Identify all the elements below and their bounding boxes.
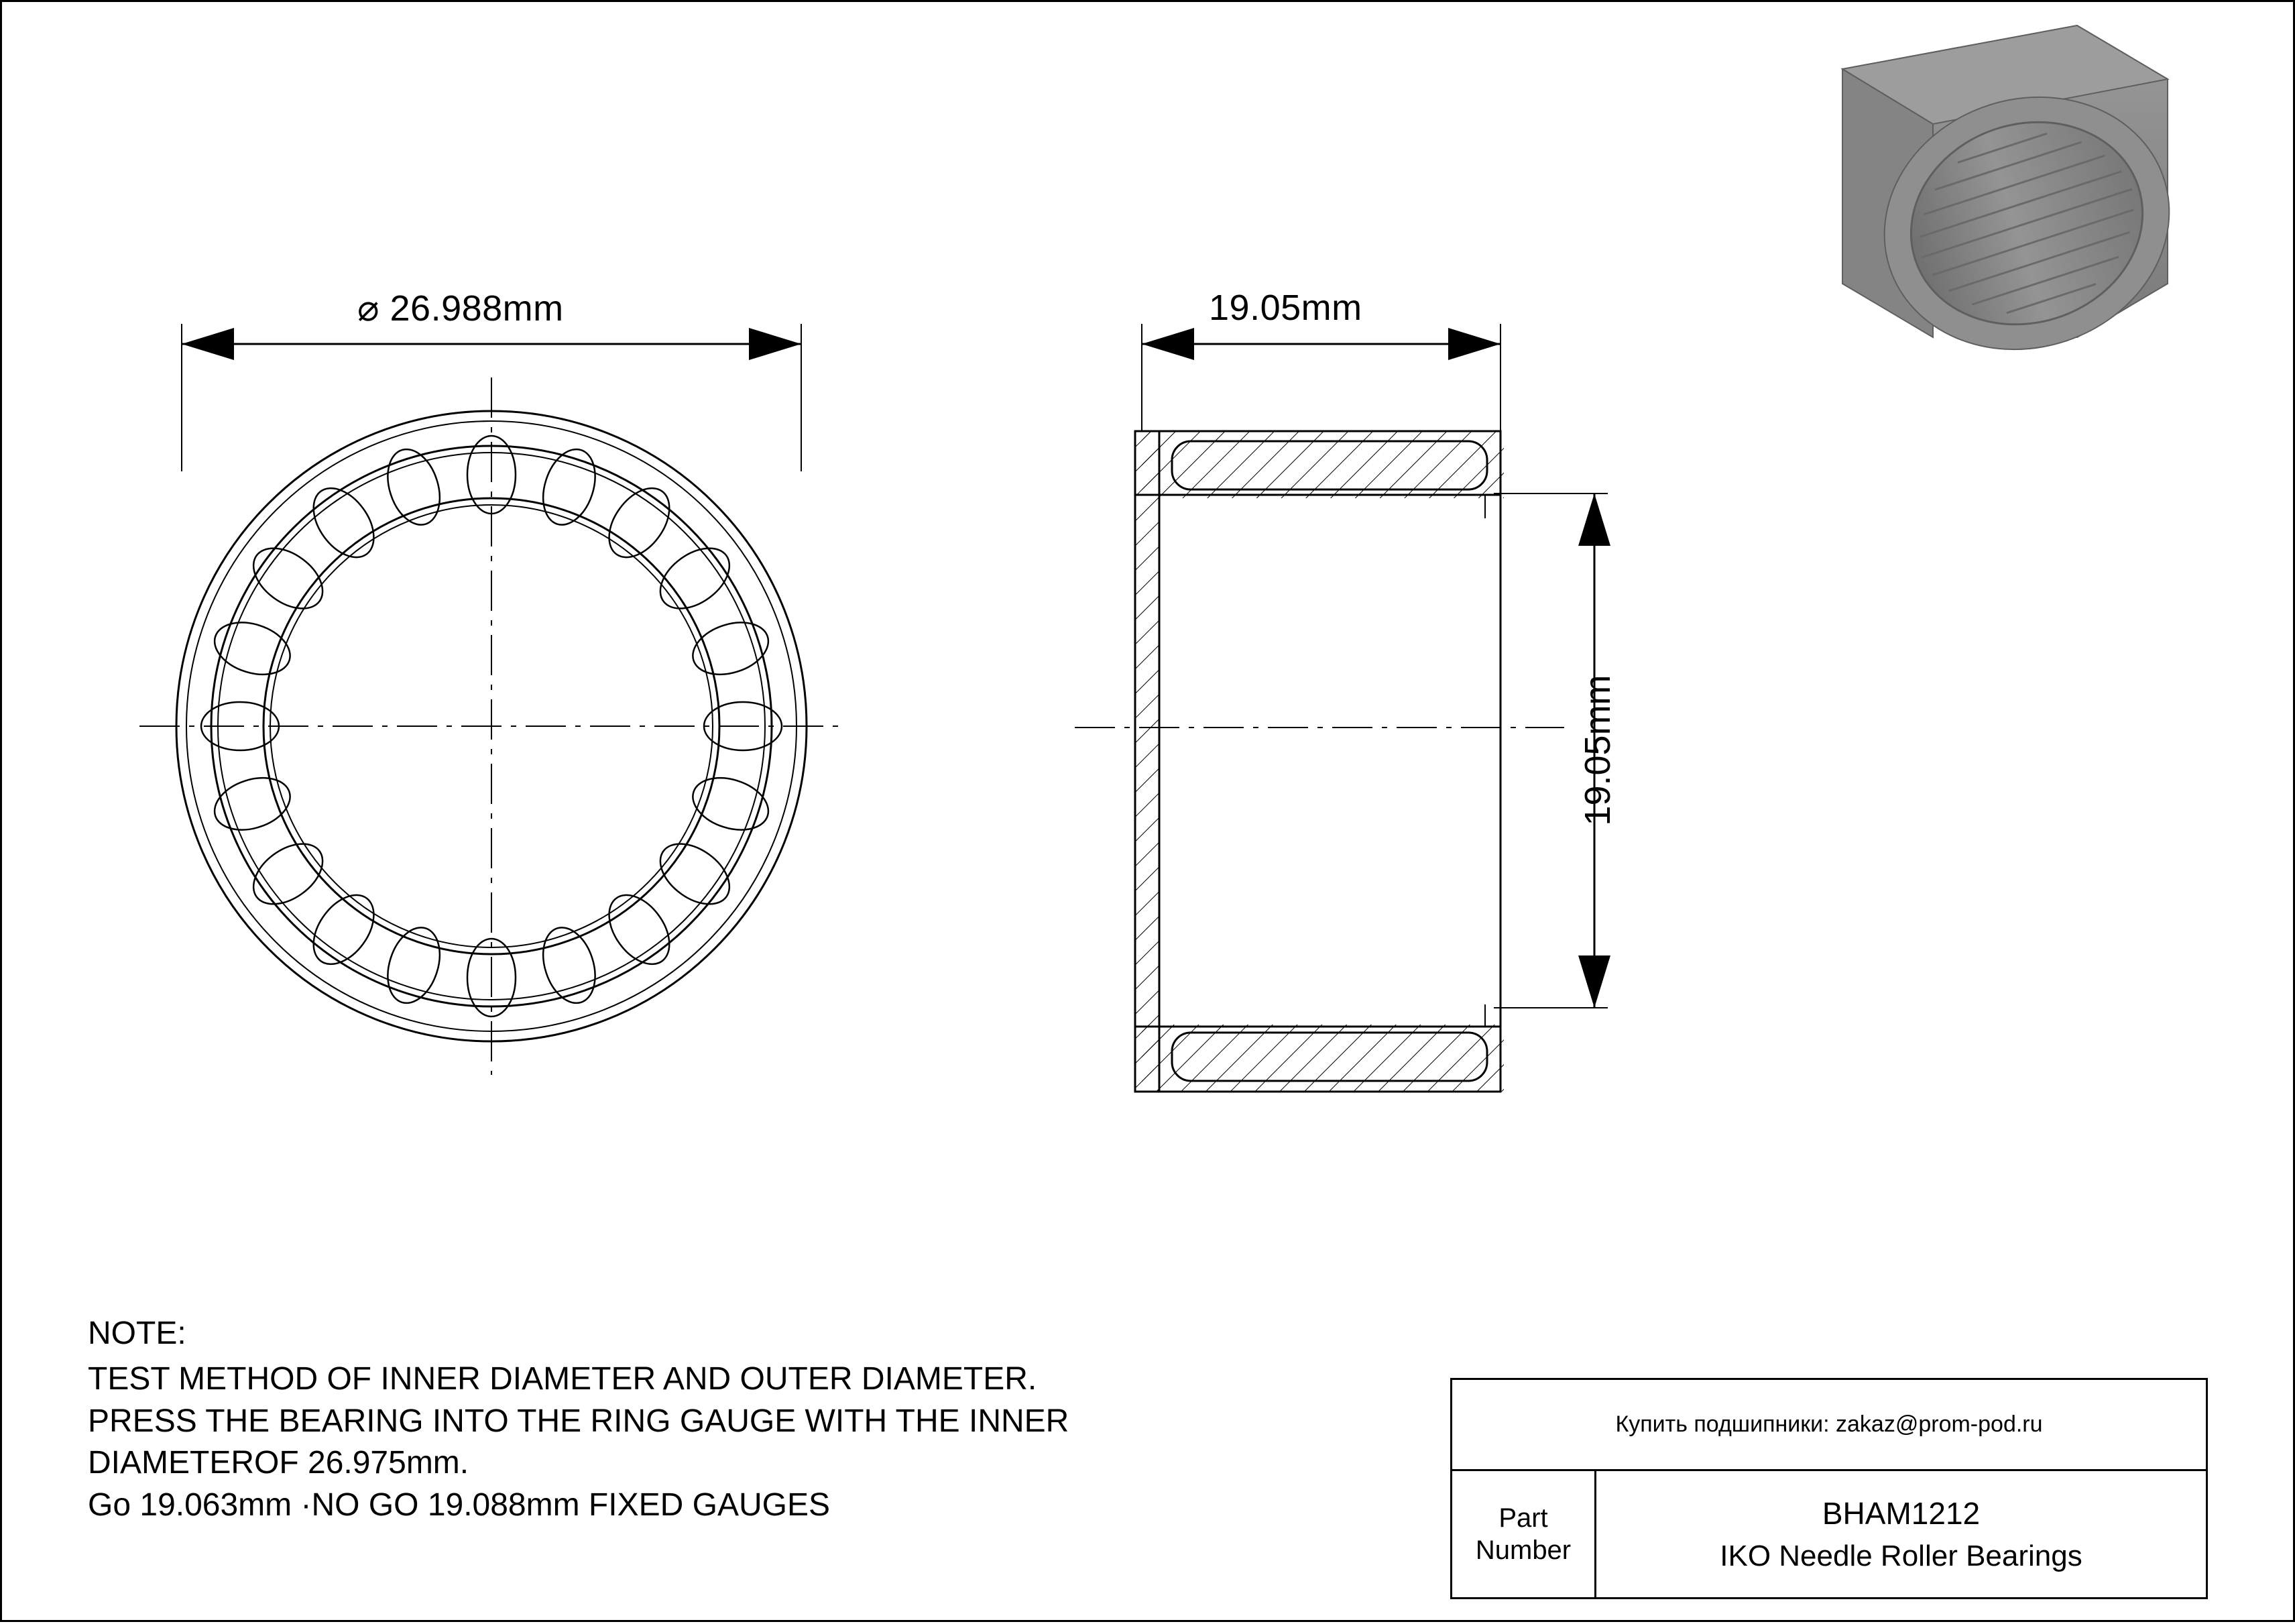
part-number-label <box>1452 1471 1596 1597</box>
dim-height-right: 19.05mm <box>1578 675 1618 826</box>
part-number-values <box>1596 1471 2206 1597</box>
contact-text: Купить подшипники: zakaz@prom-pod.ru <box>1615 1411 2043 1438</box>
title-block-contact-row <box>1452 1380 2206 1471</box>
title-block-part-row <box>1452 1471 2206 1597</box>
part-number-value: BHAM1212 <box>1822 1496 1981 1531</box>
note-line-4: Go 19.063mm ·NO GO 19.088mm FIXED GAUGES <box>88 1487 830 1523</box>
note-line-1: TEST METHOD OF INNER DIAMETER AND OUTER DIAMETER. <box>88 1361 1037 1397</box>
note-line-3: DIAMETEROF 26.975mm. <box>88 1445 469 1481</box>
title-block <box>1450 1378 2208 1599</box>
note-line-2: PRESS THE BEARING INTO THE RING GAUGE WITH THE INNER <box>88 1403 1069 1439</box>
part-description: IKO Needle Roller Bearings <box>1720 1540 2082 1573</box>
part-label-line1: Part <box>1498 1503 1548 1533</box>
isometric-bearing-view <box>1842 25 2202 386</box>
note-block <box>88 1313 1362 1526</box>
note-title: NOTE: <box>88 1316 186 1351</box>
part-label-line2: Number <box>1475 1535 1572 1566</box>
dim-width-top: 19.05mm <box>1209 288 1362 328</box>
dim-outer-diameter: ⌀ 26.988mm <box>357 288 564 329</box>
